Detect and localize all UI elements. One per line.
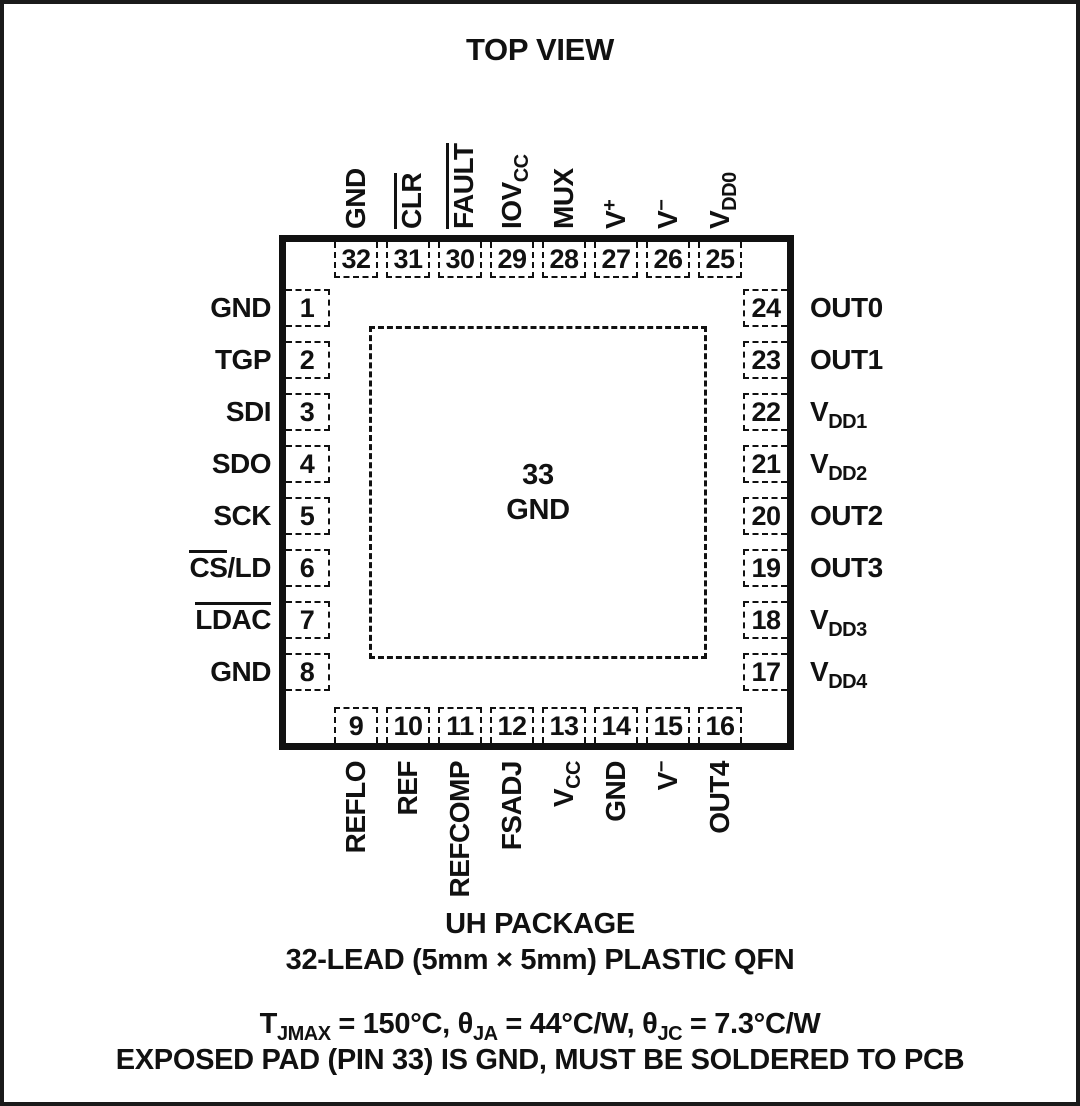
pin-24-label: OUT0 — [810, 292, 883, 323]
pin-22-number: 22 — [751, 396, 781, 427]
pin-26-number: 26 — [653, 243, 683, 274]
pin-20-box — [743, 497, 787, 535]
pin-31-box — [386, 242, 430, 278]
pin-6-box — [286, 549, 330, 587]
pin-16-label: OUT4 — [704, 761, 735, 834]
pin-25-box — [698, 242, 742, 278]
pin-1-box — [286, 289, 330, 327]
pin-14-box — [594, 707, 638, 743]
pin-26-box — [646, 242, 690, 278]
pin-24-box — [743, 289, 787, 327]
pin-4-box — [286, 445, 330, 483]
diagram-title: TOP VIEW — [465, 32, 615, 67]
pin-1-label: GND — [210, 292, 271, 323]
pin-25-number: 25 — [705, 243, 735, 274]
pin-2-number: 2 — [299, 344, 315, 375]
pin-9-number: 9 — [348, 710, 364, 741]
pin-29-label: $IOV_{CC}$ — [496, 154, 533, 229]
pin-22-label: $V_{DD1}$ — [810, 396, 867, 433]
pin-15-number: 15 — [653, 710, 683, 741]
pin-5-box — [286, 497, 330, 535]
pin-17-box — [743, 653, 787, 691]
pin-19-label: OUT3 — [810, 552, 883, 583]
pin-12-label: FSADJ — [496, 761, 527, 851]
pin-10-number: 10 — [393, 710, 423, 741]
pin-16-box — [698, 707, 742, 743]
pin-19-box — [743, 549, 787, 587]
pin-3-box — [286, 393, 330, 431]
pin-21-box — [743, 445, 787, 483]
pin-30-label: FAULT — [448, 143, 479, 229]
pin-1-number: 1 — [299, 292, 315, 323]
pin-3-label: SDI — [225, 396, 271, 427]
pin-31-number: 31 — [393, 243, 423, 274]
pin-22-box — [743, 393, 787, 431]
pin-30-box — [438, 242, 482, 278]
pin-2-label: TGP — [214, 344, 271, 375]
pin-10-box — [386, 707, 430, 743]
pin-11-label: REFCOMP — [444, 761, 475, 898]
pin-28-number: 28 — [549, 243, 579, 274]
pin-3-number: 3 — [299, 396, 315, 427]
pin-12-number: 12 — [497, 710, 527, 741]
pin-8-label: GND — [210, 656, 271, 687]
pin-21-number: 21 — [751, 448, 781, 479]
pin-26-label: V− — [651, 199, 683, 229]
pin-27-label: V+ — [599, 199, 631, 229]
pin-27-number: 27 — [601, 243, 631, 274]
pin-11-box — [438, 707, 482, 743]
pin-30-number: 30 — [445, 243, 475, 274]
pin-9-box — [334, 707, 378, 743]
pin-27-box — [594, 242, 638, 278]
pin-6-number: 6 — [299, 552, 315, 583]
exposed-pad-label: GND — [506, 493, 570, 526]
chip-outline — [279, 235, 794, 750]
exposed-pad-number: 33 — [522, 458, 554, 491]
pin-15-box — [646, 707, 690, 743]
pin-2-box — [286, 341, 330, 379]
pin-23-number: 23 — [751, 344, 781, 375]
pin-18-label: $V_{DD3}$ — [810, 604, 867, 641]
thermal-note: $T_{JMAX} = 150^\circ C$, $\theta_{JA} = 44^\circ C/W$, $\theta_{JC} = 7.3^\circ C/W$ — [259, 1008, 821, 1045]
pin-32-box — [334, 242, 378, 278]
pin-5-label: SCK — [213, 500, 271, 531]
pin-4-label: SDO — [211, 448, 271, 479]
pin-20-label: OUT2 — [810, 500, 883, 531]
pin-18-number: 18 — [751, 604, 781, 635]
package-name: UH PACKAGE — [445, 908, 635, 940]
pin-4-number: 4 — [299, 448, 315, 479]
pin-17-number: 17 — [751, 656, 781, 687]
pin-6-label: CS/LD — [189, 552, 271, 583]
pin-8-number: 8 — [299, 656, 315, 687]
pin-9-label: REFLO — [340, 761, 371, 854]
pin-19-number: 19 — [751, 552, 781, 583]
pin-18-box — [743, 601, 787, 639]
pin-10-label: REF — [392, 761, 423, 816]
pin-13-number: 13 — [549, 710, 579, 741]
pin-14-number: 14 — [601, 710, 631, 741]
pin-25-label: $V_{DD0}$ — [704, 172, 741, 229]
pin-11-number: 11 — [446, 710, 474, 741]
pin-15-label: V− — [651, 761, 683, 791]
exposed-pad-text — [506, 458, 570, 528]
pin-23-box — [743, 341, 787, 379]
pin-29-box — [490, 242, 534, 278]
exposed-pad-note: EXPOSED PAD (PIN 33) IS GND, MUST BE SOLDERED TO PCB — [115, 1044, 965, 1076]
pin-29-number: 29 — [497, 243, 527, 274]
pin-20-number: 20 — [751, 500, 781, 531]
pin-12-box — [490, 707, 534, 743]
pin-31-label: CLR — [396, 172, 427, 229]
pin-32-label: GND — [340, 168, 371, 229]
pin-7-label: LDAC — [195, 604, 271, 635]
exposed-pad — [369, 326, 707, 659]
pin-17-label: $V_{DD4}$ — [810, 656, 867, 693]
package-description: 32-LEAD (5mm × 5mm) PLASTIC QFN — [285, 944, 795, 976]
pin-7-box — [286, 601, 330, 639]
pin-5-number: 5 — [299, 500, 315, 531]
pin-14-label: GND — [600, 761, 631, 822]
pin-28-label: MUX — [548, 168, 579, 229]
pin-32-number: 32 — [341, 243, 371, 274]
pin-21-label: $V_{DD2}$ — [810, 448, 867, 485]
pin-16-number: 16 — [705, 710, 735, 741]
pin-8-box — [286, 653, 330, 691]
pin-13-label: $V_{CC}$ — [548, 761, 585, 808]
pin-24-number: 24 — [751, 292, 781, 323]
pin-28-box — [542, 242, 586, 278]
pin-7-number: 7 — [299, 604, 315, 635]
pin-13-box — [542, 707, 586, 743]
pin-23-label: OUT1 — [810, 344, 883, 375]
